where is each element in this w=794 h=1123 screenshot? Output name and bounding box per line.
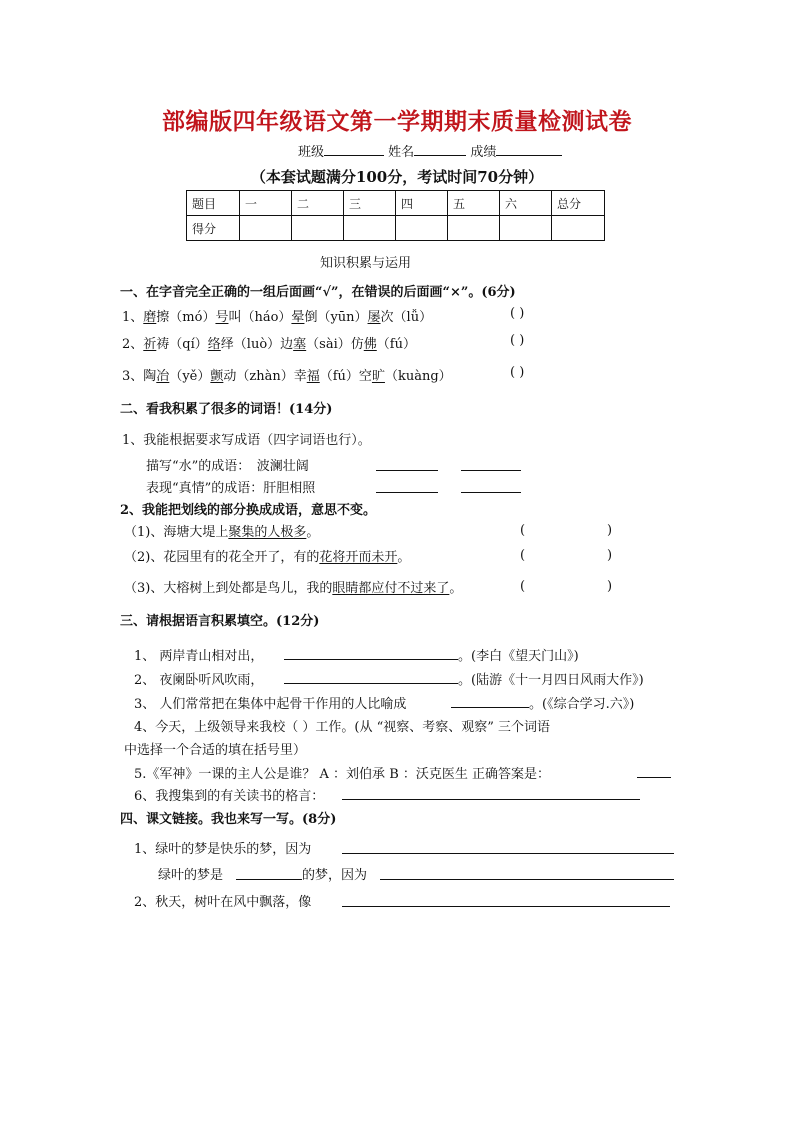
score-header-cell: 一 bbox=[240, 191, 292, 216]
sentence-end: 。 bbox=[397, 550, 411, 565]
paren-close: ) bbox=[607, 523, 613, 538]
score-header-cell: 四 bbox=[396, 191, 448, 216]
word-text: （yě） bbox=[169, 369, 211, 384]
word-text: 动（zhàn）幸 bbox=[223, 369, 307, 384]
metaphor-blank[interactable] bbox=[451, 695, 529, 708]
writing-blank-1[interactable] bbox=[342, 841, 674, 854]
tested-character: 祈 bbox=[143, 337, 157, 352]
s3-q6: 6、我搜集到的有关读书的格言： bbox=[134, 789, 325, 804]
s1-item-3 bbox=[122, 365, 452, 384]
s2-q2a bbox=[124, 521, 319, 540]
score-header-cell: 六 bbox=[500, 191, 552, 216]
sentence-end: 。 bbox=[449, 581, 463, 596]
section-1-title: 一、在字音完全正确的一组后面画“√”，在错误的后面画“×”。(6分) bbox=[120, 285, 516, 300]
poem-blank-2[interactable] bbox=[284, 671, 458, 684]
tested-character: 晕 bbox=[291, 310, 305, 325]
section-2-title: 二、看我积累了很多的词语！(14分) bbox=[120, 402, 333, 417]
tested-character: 号 bbox=[215, 310, 229, 325]
word-text: 绎（luò）边 bbox=[220, 337, 294, 352]
paren-open[interactable]: ( bbox=[520, 523, 526, 538]
tested-character: 旷 bbox=[371, 369, 385, 384]
s3-q2-source: 。(陆游《十一月四日风雨大作》) bbox=[458, 673, 644, 688]
word-text: 倒（yūn） bbox=[304, 310, 368, 325]
pinyin-group bbox=[143, 337, 416, 352]
s4-q1b-pre: 绿叶的梦是 bbox=[158, 868, 224, 883]
s4-q1: 1、绿叶的梦是快乐的梦，因为 bbox=[134, 842, 312, 857]
writing-blank-2[interactable] bbox=[380, 867, 674, 880]
word-text: 祷（qí） bbox=[156, 337, 208, 352]
score-label: 成绩 bbox=[470, 145, 497, 160]
writing-blank-3[interactable] bbox=[342, 894, 670, 907]
idiom-blank[interactable] bbox=[461, 480, 521, 493]
score-row-label: 得分 bbox=[187, 216, 240, 241]
s3-q3: 3、 人们常常把在集体中起骨干作用的人比喻成 bbox=[134, 697, 407, 712]
exam-subtitle: （本套试题满分100分，考试时间70分钟） bbox=[250, 168, 544, 186]
s2-q1: 1、我能根据要求写成语（四字词语也行）。 bbox=[122, 433, 371, 448]
word-text: （kuàng） bbox=[384, 369, 452, 384]
answer-paren-2[interactable]: ( ) bbox=[510, 333, 525, 348]
s3-q4-cont: 中选择一个合适的填在括号里） bbox=[124, 743, 307, 758]
s3-q2: 2、 夜阑卧听风吹雨， bbox=[134, 673, 264, 688]
s2-q2b bbox=[124, 546, 410, 565]
s3-q1-source: 。(李白《望天门山》) bbox=[458, 649, 579, 664]
word-text: 陶 bbox=[143, 369, 157, 384]
underlined-phrase: 聚集的人极多 bbox=[228, 525, 307, 540]
s1-item-2 bbox=[122, 333, 416, 352]
name-blank[interactable] bbox=[414, 142, 466, 156]
s4-q2: 2、秋天，树叶在风中飘落，像 bbox=[134, 895, 312, 910]
s4-q1b-post: 的梦，因为 bbox=[302, 868, 368, 883]
pinyin-group bbox=[143, 369, 451, 384]
paren-close: ) bbox=[607, 579, 613, 594]
answer-paren-1[interactable]: ( ) bbox=[510, 306, 525, 321]
score-cell[interactable] bbox=[240, 216, 292, 241]
tested-character: 佛 bbox=[363, 337, 377, 352]
score-blank[interactable] bbox=[496, 142, 562, 156]
word-text: 叫（háo） bbox=[228, 310, 292, 325]
word-text: （fú）空 bbox=[319, 369, 372, 384]
name-label: 姓名 bbox=[388, 145, 415, 160]
sentence-text: （1)、海塘大堤上 bbox=[124, 525, 229, 540]
section-header: 知识积累与运用 bbox=[320, 256, 412, 271]
paren-open[interactable]: ( bbox=[520, 579, 526, 594]
s3-q3-source: 。(《综合学习.六》) bbox=[529, 697, 635, 712]
s3-q5: 5.《军神》一课的主人公是谁？ A ：刘伯承 B ：沃克医生 正确答案是： bbox=[134, 767, 551, 782]
sentence-text: （3)、大榕树上到处都是鸟儿，我的 bbox=[124, 581, 333, 596]
score-table bbox=[186, 190, 605, 241]
score-table-score-row bbox=[187, 216, 605, 241]
score-header-cell: 五 bbox=[448, 191, 500, 216]
tested-character: 冶 bbox=[156, 369, 170, 384]
tested-character: 颤 bbox=[210, 369, 224, 384]
sentence-text: （2)、花园里有的花全开了，有的 bbox=[124, 550, 320, 565]
tested-character: 塞 bbox=[293, 337, 307, 352]
student-info-line bbox=[298, 141, 562, 160]
section-3-title: 三、请根据语言积累填空。(12分) bbox=[120, 614, 320, 629]
sentence-end: 。 bbox=[306, 525, 320, 540]
word-text: （sài）仿 bbox=[306, 337, 364, 352]
score-cell[interactable] bbox=[500, 216, 552, 241]
pinyin-group bbox=[143, 310, 432, 325]
class-blank[interactable] bbox=[324, 142, 384, 156]
score-header-cell: 三 bbox=[344, 191, 396, 216]
underlined-phrase: 眼睛都应付不过来了 bbox=[332, 581, 450, 596]
score-header-cell: 总分 bbox=[552, 191, 605, 216]
answer-blank[interactable] bbox=[637, 765, 671, 778]
item-number: 3、 bbox=[122, 369, 144, 384]
word-text: 擦（mó） bbox=[156, 310, 216, 325]
score-cell[interactable] bbox=[344, 216, 396, 241]
idiom-blank[interactable] bbox=[461, 458, 521, 471]
s3-q4: 4、今天，上级领导来我校（ ）工作。(从 “视察、考察、观察” 三个词语 bbox=[134, 720, 551, 735]
tested-character: 福 bbox=[306, 369, 320, 384]
answer-paren-3[interactable]: ( ) bbox=[510, 365, 525, 380]
underlined-phrase: 花将开而未开 bbox=[319, 550, 398, 565]
s3-q1: 1、 两岸青山相对出， bbox=[134, 649, 264, 664]
paren-close: ) bbox=[607, 548, 613, 563]
score-cell[interactable] bbox=[292, 216, 344, 241]
s2-q1a: 描写“水”的成语： 波澜壮阔 bbox=[146, 459, 309, 474]
tested-character: 络 bbox=[207, 337, 221, 352]
paren-open[interactable]: ( bbox=[520, 548, 526, 563]
score-table-header-row bbox=[187, 191, 605, 216]
section-4-title: 四、课文链接。我也来写一写。(8分) bbox=[120, 812, 337, 827]
s2-q2c bbox=[124, 577, 462, 596]
score-header-cell: 二 bbox=[292, 191, 344, 216]
s1-item-1 bbox=[122, 306, 432, 325]
idiom-blank[interactable] bbox=[376, 458, 438, 471]
score-cell[interactable] bbox=[448, 216, 500, 241]
s2-q2: 2、我能把划线的部分换成成语，意思不变。 bbox=[120, 503, 377, 518]
tested-character: 磨 bbox=[143, 310, 157, 325]
item-number: 2、 bbox=[122, 337, 144, 352]
class-label: 班级 bbox=[298, 145, 325, 160]
word-text: 次（lǚ） bbox=[380, 310, 433, 325]
poem-blank-1[interactable] bbox=[284, 647, 458, 660]
page-title: 部编版四年级语文第一学期期末质量检测试卷 bbox=[162, 109, 632, 135]
s2-q1b: 表现“真情”的成语：肝胆相照 bbox=[146, 481, 316, 496]
tested-character: 屡 bbox=[367, 310, 381, 325]
motto-blank[interactable] bbox=[342, 787, 640, 800]
score-cell[interactable] bbox=[552, 216, 605, 241]
item-number: 1、 bbox=[122, 310, 144, 325]
dream-type-blank[interactable] bbox=[236, 867, 302, 880]
idiom-blank[interactable] bbox=[376, 480, 438, 493]
score-cell[interactable] bbox=[396, 216, 448, 241]
word-text: （fú） bbox=[376, 337, 416, 352]
score-header-cell: 题目 bbox=[187, 191, 240, 216]
